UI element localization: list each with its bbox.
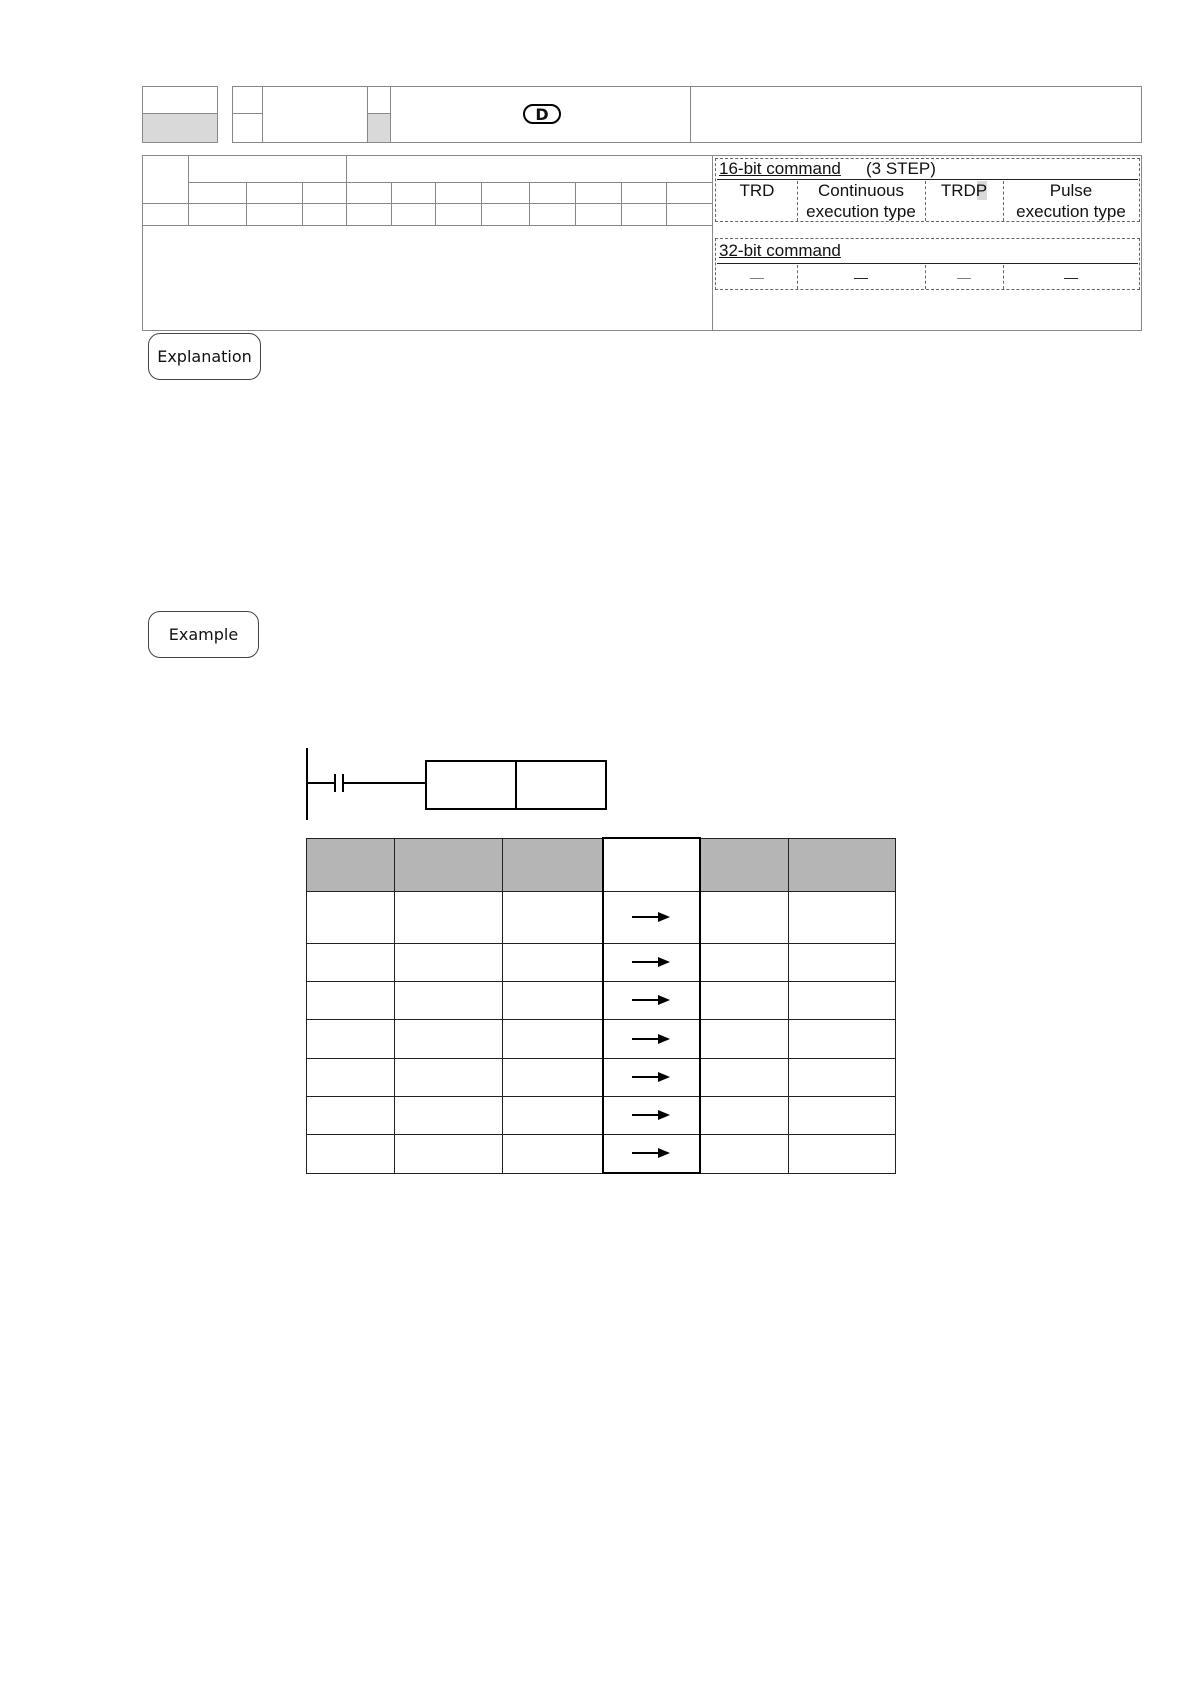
- device-d-badge: [523, 104, 561, 124]
- operand-panel: [142, 155, 1142, 331]
- cmd32-cell-3: —: [957, 269, 971, 285]
- table-cell: [603, 1134, 700, 1173]
- cmd32-cell-1: —: [750, 269, 764, 285]
- operand-grid-col-4: [391, 182, 392, 225]
- device-d-badge-label: D: [535, 104, 549, 124]
- cmd16-continuous-label: Continuous: [817, 181, 904, 200]
- table-cell: [789, 1134, 896, 1173]
- table-cell: [307, 838, 395, 891]
- operand-grid-col-5: [435, 182, 436, 225]
- operand-grid-col-1: [246, 182, 247, 225]
- header-divider-3: [390, 87, 391, 142]
- table-cell: [603, 1058, 700, 1096]
- cmd32-title: 32-bit command: [719, 241, 841, 260]
- table-cell: [789, 1096, 896, 1134]
- operand-grid-col-9: [621, 182, 622, 225]
- table-cell: [394, 981, 502, 1019]
- cmd16-block: [715, 158, 1140, 222]
- table-cell: [700, 891, 789, 943]
- table-row: [307, 1096, 896, 1134]
- header-divider-1: [262, 87, 263, 142]
- operand-grid-col-8: [575, 182, 576, 225]
- table-cell: [603, 981, 700, 1019]
- header-divider-4: [690, 87, 691, 142]
- operand-grid-col-10: [666, 182, 667, 225]
- operand-grid-col-0: [188, 156, 189, 225]
- table-cell: [700, 1058, 789, 1096]
- table-cell: [789, 943, 896, 981]
- example-tag: Example: [148, 611, 259, 658]
- operand-grid-col-2: [302, 182, 303, 225]
- cmd16-trd-label: TRD: [739, 181, 775, 200]
- table-cell: [700, 1019, 789, 1058]
- cmd16-pulse-desc: execution type: [1016, 202, 1126, 221]
- table-cell: [502, 981, 603, 1019]
- table-cell: [502, 1096, 603, 1134]
- operand-grid-row-3: [143, 225, 712, 226]
- table-row: [307, 1058, 896, 1096]
- table-cell: [307, 1058, 395, 1096]
- table-row: [307, 943, 896, 981]
- table-cell: [307, 1096, 395, 1134]
- table-cell: [394, 838, 502, 891]
- right-arrow-icon: [630, 1108, 672, 1122]
- operand-panel-split: [712, 156, 713, 330]
- operand-grid-row-2: [143, 203, 712, 204]
- table-cell: [394, 1019, 502, 1058]
- table-cell: [394, 1134, 502, 1173]
- table-cell: [700, 981, 789, 1019]
- ladder-diagram: [298, 746, 618, 822]
- cmd32-block: [715, 238, 1140, 290]
- table-cell: [603, 838, 700, 891]
- table-cell: [789, 1019, 896, 1058]
- table-row: [307, 981, 896, 1019]
- instruction-header: [232, 86, 1142, 143]
- table-cell: [394, 1096, 502, 1134]
- table-cell: [789, 981, 896, 1019]
- operand-grid-col-6: [481, 182, 482, 225]
- cmd16-trdp-text: TRDP: [940, 181, 988, 200]
- table-cell: [700, 1096, 789, 1134]
- right-arrow-icon: [630, 1146, 672, 1160]
- explanation-tag: Explanation: [148, 333, 261, 380]
- right-arrow-icon: [630, 910, 672, 924]
- right-arrow-icon: [630, 1070, 672, 1084]
- table-cell: [307, 891, 395, 943]
- cmd32-cell-2: —: [854, 269, 868, 285]
- table-row: [307, 891, 896, 943]
- table-cell: [700, 1134, 789, 1173]
- table-cell: [502, 891, 603, 943]
- transfer-table: [306, 837, 896, 1174]
- cmd16-steps: (3 STEP): [866, 159, 936, 178]
- table-cell: [700, 943, 789, 981]
- table-cell: [603, 1096, 700, 1134]
- header-shade-cell: [368, 114, 390, 142]
- cmd16-continuous-desc: execution type: [806, 202, 916, 221]
- table-row: [307, 1134, 896, 1173]
- table-cell: [394, 943, 502, 981]
- table-cell: [700, 838, 789, 891]
- table-cell: [307, 1134, 395, 1173]
- transfer-table-header: [307, 838, 896, 891]
- table-cell: [603, 1019, 700, 1058]
- table-cell: [789, 891, 896, 943]
- cmd16-pulse-label: Pulse: [1049, 181, 1093, 200]
- right-arrow-icon: [630, 1032, 672, 1046]
- api-number-box: [142, 86, 218, 143]
- table-cell: [307, 981, 395, 1019]
- cmd32-cell-4: —: [1064, 269, 1078, 285]
- cmd16-title: 16-bit command: [719, 159, 841, 178]
- table-cell: [502, 1019, 603, 1058]
- table-cell: [603, 943, 700, 981]
- table-cell: [394, 1058, 502, 1096]
- table-cell: [307, 943, 395, 981]
- table-cell: [307, 1019, 395, 1058]
- operand-grid-col-3: [346, 156, 347, 225]
- cmd16-title-rule: [717, 179, 1138, 180]
- table-cell: [789, 838, 896, 891]
- header-divider-h1: [233, 113, 262, 114]
- header-divider-h2: [367, 113, 390, 114]
- table-cell: [603, 891, 700, 943]
- operand-grid-col-7: [529, 182, 530, 225]
- table-cell: [502, 1058, 603, 1096]
- table-cell: [502, 1134, 603, 1173]
- table-row: [307, 1019, 896, 1058]
- right-arrow-icon: [630, 993, 672, 1007]
- cmd32-title-rule: [717, 263, 1138, 264]
- api-number-shade: [143, 113, 217, 142]
- table-cell: [789, 1058, 896, 1096]
- cmd16-trdp-label: [926, 181, 1002, 201]
- table-cell: [502, 943, 603, 981]
- table-cell: [502, 838, 603, 891]
- table-cell: [394, 891, 502, 943]
- operand-grid-row-1: [188, 182, 712, 183]
- right-arrow-icon: [630, 955, 672, 969]
